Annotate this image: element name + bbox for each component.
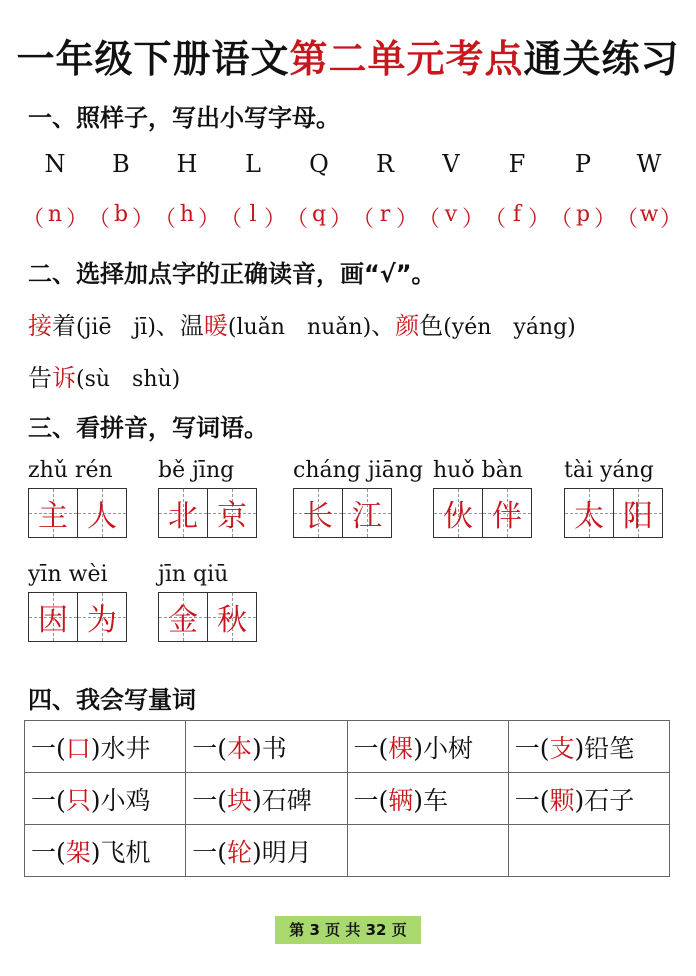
answer-character: 伴 xyxy=(492,499,522,534)
measure-word: 颗 xyxy=(549,785,575,815)
open-bracket: （ xyxy=(22,207,45,232)
close-bracket: ） xyxy=(197,207,220,232)
measure-word: 只 xyxy=(65,785,91,815)
answer-bracket xyxy=(484,202,550,233)
word-pinyin: cháng jiāng xyxy=(293,458,424,483)
tian-grid-cell xyxy=(343,488,392,538)
table-row xyxy=(25,773,670,825)
answer-bracket xyxy=(154,202,220,233)
close-bracket: ） xyxy=(593,207,616,232)
word-item xyxy=(28,458,127,538)
uppercase-letter: H xyxy=(176,150,198,178)
answer-bracket xyxy=(88,202,154,233)
phrase-noun: )车 xyxy=(413,785,449,815)
answer-character: 阳 xyxy=(623,499,653,534)
open-bracket: （ xyxy=(616,207,639,232)
answer-bracket xyxy=(616,202,682,233)
close-bracket: ） xyxy=(527,207,550,232)
lowercase-answer-row xyxy=(22,202,682,233)
uppercase-letter: Q xyxy=(309,150,329,178)
lowercase-letter: h xyxy=(179,202,195,227)
table-row xyxy=(25,721,670,773)
phrase-noun: )书 xyxy=(252,733,287,763)
uppercase-letter: F xyxy=(508,150,526,178)
answer-bracket xyxy=(286,202,352,233)
phrase-noun: )飞机 xyxy=(90,837,151,867)
word-pinyin: jīn qiū xyxy=(158,562,229,587)
measure-word: 支 xyxy=(549,733,575,763)
answer-bracket xyxy=(550,202,616,233)
lowercase-letter: b xyxy=(113,202,129,227)
measure-word-cell xyxy=(186,825,347,877)
uppercase-letter: R xyxy=(375,150,395,178)
tian-grid-cell xyxy=(158,488,208,538)
tian-grid xyxy=(158,488,257,538)
open-bracket: （ xyxy=(286,207,309,232)
tian-grid-cell xyxy=(78,488,127,538)
word-item xyxy=(158,458,257,538)
uppercase-letter: P xyxy=(574,150,592,178)
close-bracket: ） xyxy=(395,207,418,232)
tian-grid-cell xyxy=(158,592,208,642)
lowercase-letter: q xyxy=(311,202,327,227)
measure-word-cell xyxy=(186,773,347,825)
phrase-noun: )小鸡 xyxy=(90,785,151,815)
word-item xyxy=(28,562,127,642)
lowercase-letter: n xyxy=(47,202,63,227)
measure-word: 架 xyxy=(65,837,91,867)
phrase-prefix: 一( xyxy=(353,785,389,815)
tian-grid-cell xyxy=(208,488,257,538)
measure-word: 本 xyxy=(227,733,253,763)
section2-heading: 二、选择加点字的正确读音，画“√”。 xyxy=(28,260,436,288)
answer-bracket xyxy=(418,202,484,233)
phrase-prefix: 一( xyxy=(31,733,66,763)
phrase-noun: )明月 xyxy=(252,837,312,867)
word-pinyin: tài yáng xyxy=(564,458,654,483)
measure-word: 块 xyxy=(227,785,253,815)
answer-character: 为 xyxy=(87,603,117,638)
measure-word-cell xyxy=(25,721,186,773)
tian-grid xyxy=(433,488,532,538)
title-part-1: 一年级下册语文 xyxy=(16,37,290,81)
measure-word-cell xyxy=(508,825,669,877)
tian-grid xyxy=(564,488,663,538)
tian-grid-cell xyxy=(28,488,78,538)
phrase-prefix: 一( xyxy=(192,733,228,763)
open-bracket: （ xyxy=(352,207,375,232)
close-bracket: ） xyxy=(263,207,286,232)
answer-character: 北 xyxy=(168,499,198,534)
tian-grid xyxy=(28,488,127,538)
lowercase-letter: f xyxy=(512,202,522,227)
tian-grid-cell xyxy=(433,488,483,538)
pronunciation-line-1 xyxy=(28,306,576,341)
measure-word-cell xyxy=(508,773,669,825)
tian-grid xyxy=(28,592,127,642)
title-part-2: 第二单元考点 xyxy=(289,37,524,81)
pron-item-1: 接着(jiē jī)、 xyxy=(28,312,180,340)
page-title xyxy=(0,28,696,83)
lowercase-letter: p xyxy=(575,202,591,227)
measure-word-cell xyxy=(25,773,186,825)
measure-word: 辆 xyxy=(388,785,414,815)
open-bracket: （ xyxy=(418,207,441,232)
open-bracket: （ xyxy=(154,207,177,232)
phrase-prefix: 一( xyxy=(31,785,66,815)
lowercase-letter: r xyxy=(379,202,391,227)
phrase-noun: )小树 xyxy=(413,733,474,763)
uppercase-letter: V xyxy=(442,150,460,178)
lowercase-letter: w xyxy=(639,202,659,227)
table-row xyxy=(25,825,670,877)
answer-bracket xyxy=(352,202,418,233)
measure-word-cell xyxy=(186,721,347,773)
answer-character: 太 xyxy=(574,499,604,534)
phrase-noun: )石子 xyxy=(574,785,635,815)
word-item xyxy=(564,458,663,538)
answer-character: 金 xyxy=(168,603,198,638)
uppercase-row xyxy=(22,150,682,178)
phrase-prefix: 一( xyxy=(192,785,228,815)
uppercase-letter: W xyxy=(636,150,662,178)
word-item xyxy=(433,458,532,538)
open-bracket: （ xyxy=(88,207,111,232)
tian-grid xyxy=(158,592,257,642)
lowercase-letter: l xyxy=(249,202,257,227)
answer-bracket xyxy=(22,202,88,233)
word-pinyin: huǒ bàn xyxy=(433,458,523,483)
measure-word-cell xyxy=(347,721,508,773)
close-bracket: ） xyxy=(461,207,484,232)
uppercase-letter: L xyxy=(245,150,261,178)
phrase-prefix: 一( xyxy=(514,733,550,763)
measure-word-cell xyxy=(347,773,508,825)
measure-word: 口 xyxy=(65,733,91,763)
measure-word: 棵 xyxy=(388,733,414,763)
answer-character: 长 xyxy=(303,499,333,534)
page-number-badge: 第 3 页 共 32 页 xyxy=(275,916,421,944)
measure-word-table xyxy=(24,720,670,877)
phrase-prefix: 一( xyxy=(514,785,550,815)
tian-grid-cell xyxy=(208,592,257,642)
phrase-noun: )铅笔 xyxy=(574,733,635,763)
word-item xyxy=(158,562,257,642)
pron-item-4: 告诉(sù shù) xyxy=(28,364,181,392)
close-bracket: ） xyxy=(659,207,682,232)
tian-grid xyxy=(293,488,423,538)
answer-character: 主 xyxy=(38,499,68,534)
tian-grid-cell xyxy=(293,488,343,538)
open-bracket: （ xyxy=(550,207,573,232)
tian-grid-cell xyxy=(614,488,663,538)
measure-word: 轮 xyxy=(227,837,253,867)
pron-item-3: 颜色(yén yáng) xyxy=(395,312,576,340)
word-pinyin: zhǔ rén xyxy=(28,458,113,483)
phrase-noun: )水井 xyxy=(90,733,151,763)
word-pinyin: bě jīng xyxy=(158,458,235,483)
section3-heading: 三、看拼音，写词语。 xyxy=(28,414,268,442)
tian-grid-cell xyxy=(28,592,78,642)
tian-grid-cell xyxy=(483,488,532,538)
close-bracket: ） xyxy=(131,207,154,232)
measure-word-cell xyxy=(25,825,186,877)
answer-character: 人 xyxy=(87,499,117,534)
uppercase-letter: N xyxy=(44,150,66,178)
answer-character: 江 xyxy=(352,499,382,534)
measure-word-cell xyxy=(508,721,669,773)
measure-word-cell xyxy=(347,825,508,877)
word-item xyxy=(293,458,423,538)
phrase-noun: )石碑 xyxy=(252,785,312,815)
tian-grid-cell xyxy=(78,592,127,642)
section1-heading: 一、照样子，写出小写字母。 xyxy=(28,104,340,132)
word-pinyin: yīn wèi xyxy=(28,562,108,587)
pronunciation-line-2 xyxy=(28,358,180,393)
answer-character: 京 xyxy=(217,499,247,534)
phrase-prefix: 一( xyxy=(353,733,389,763)
answer-bracket xyxy=(220,202,286,233)
section4-heading: 四、我会写量词 xyxy=(28,686,196,714)
pron-item-2: 温暖(luǎn nuǎn)、 xyxy=(179,312,396,340)
phrase-prefix: 一( xyxy=(192,837,228,867)
answer-character: 秋 xyxy=(217,603,247,638)
title-part-3: 通关练习 xyxy=(523,37,680,81)
answer-character: 因 xyxy=(38,603,68,638)
close-bracket: ） xyxy=(329,207,352,232)
uppercase-letter: B xyxy=(112,150,130,178)
phrase-prefix: 一( xyxy=(31,837,66,867)
open-bracket: （ xyxy=(220,207,243,232)
answer-character: 伙 xyxy=(443,499,473,534)
lowercase-letter: v xyxy=(444,202,458,227)
close-bracket: ） xyxy=(65,207,88,232)
open-bracket: （ xyxy=(484,207,507,232)
tian-grid-cell xyxy=(564,488,614,538)
